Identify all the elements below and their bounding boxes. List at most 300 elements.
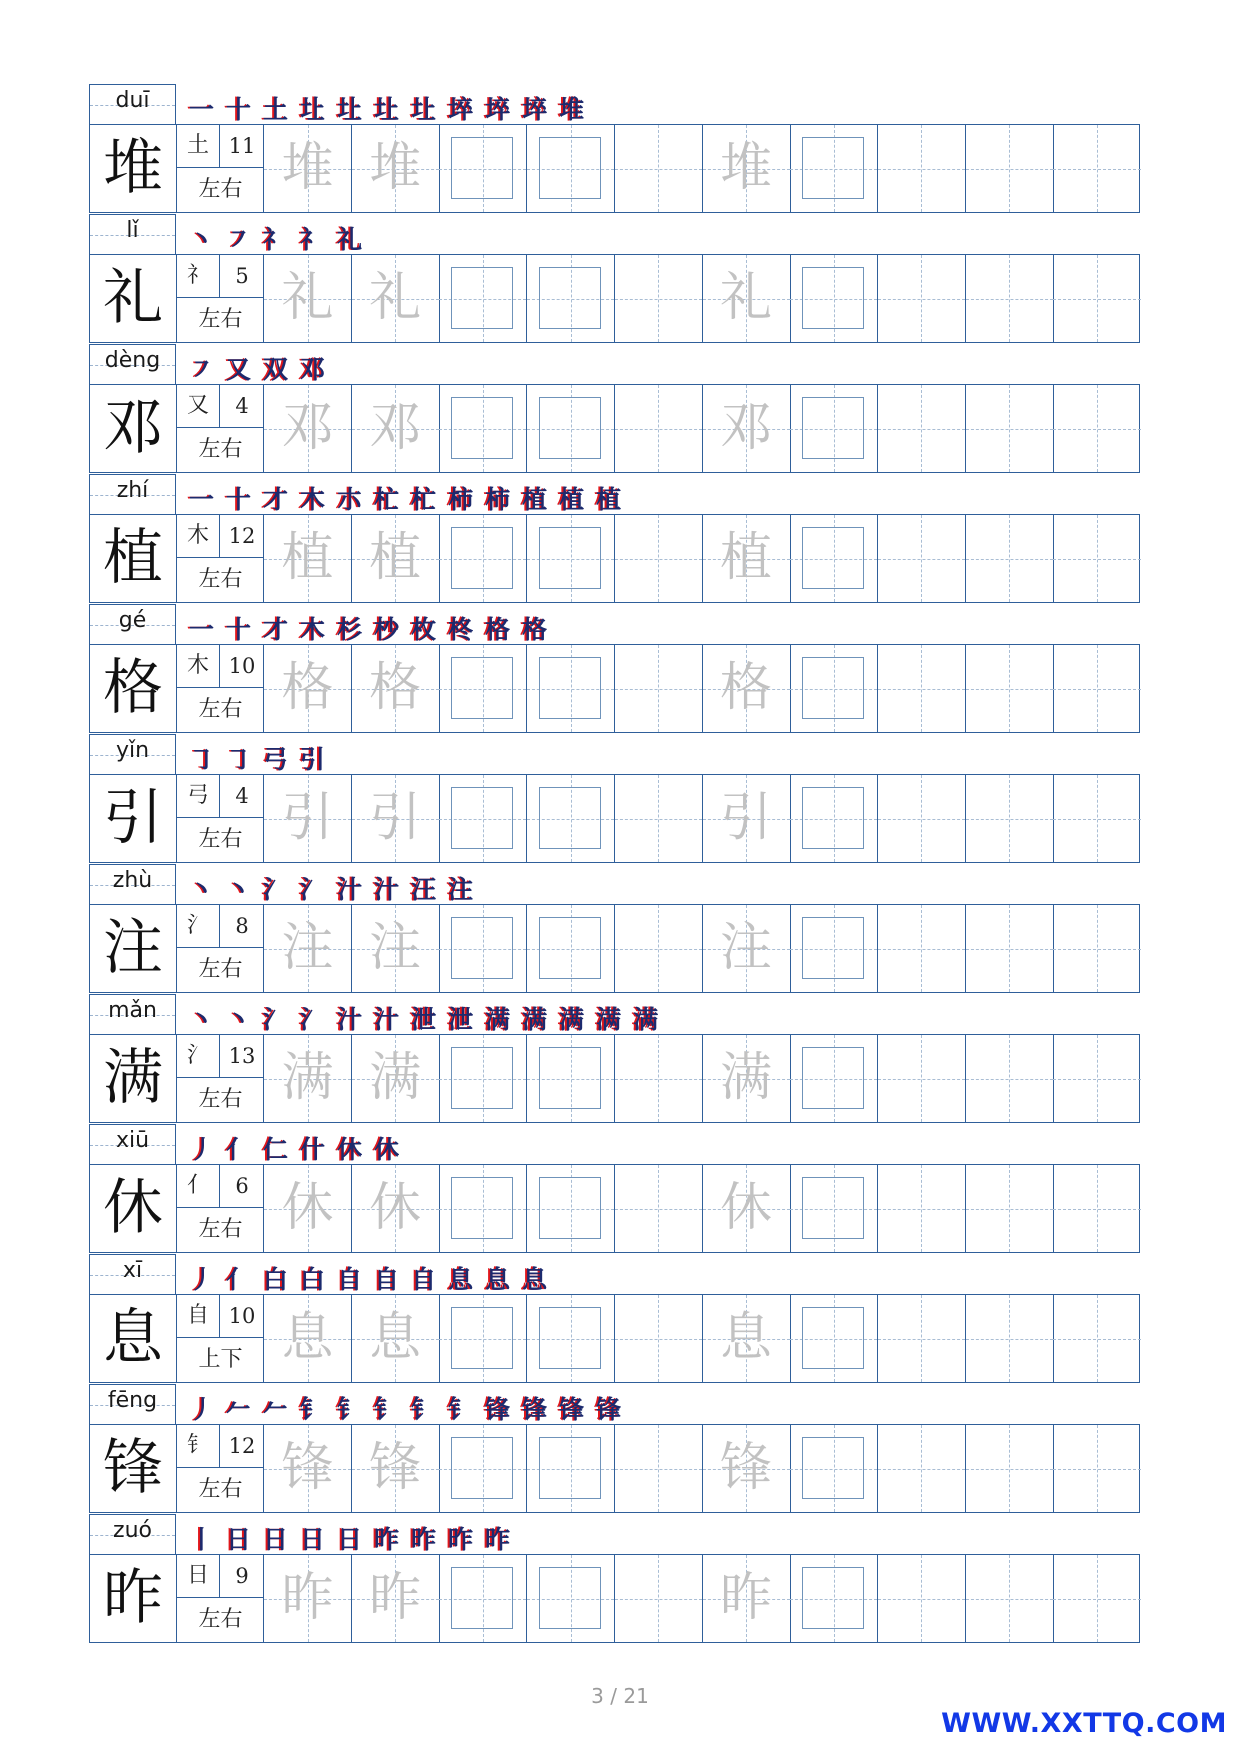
stroke-step: 丶 [226,1005,258,1034]
trace-cell[interactable] [264,385,352,472]
inner-square [802,1047,864,1109]
boxed-practice-cell[interactable] [527,1425,615,1512]
practice-grid [89,384,1140,473]
trace-character: 堆 [281,138,334,198]
practice-cell[interactable] [1053,125,1141,212]
trace-character: 礼 [281,268,334,328]
practice-cell[interactable] [615,125,703,212]
trace-character: 堆 [719,138,772,198]
stroke-order [189,1520,522,1554]
pinyin-box [89,734,176,774]
model-character: 邓 [90,385,177,472]
stroke-step: 十 [226,95,258,124]
practice-cell[interactable] [615,645,703,732]
stroke-step: 才 [263,485,295,514]
radical: 木 [177,515,220,558]
structure-type: 左右 [198,1087,243,1112]
stroke-step: 日 [226,1525,258,1554]
trace-cell[interactable] [703,125,791,212]
stroke-step: 钅 [374,1395,406,1424]
stroke-step: 氵 [300,1005,332,1034]
practice-cell[interactable] [1053,775,1141,862]
trace-cell[interactable] [703,255,791,342]
character-info [177,385,264,472]
trace-character: 邓 [369,398,422,458]
model-character: 格 [90,645,177,732]
structure-type: 左右 [198,307,243,332]
trace-cell[interactable] [264,125,352,212]
stroke-step: 泄 [448,1005,480,1034]
stroke-step: 丶 [189,1005,221,1034]
practice-cell[interactable] [966,1295,1054,1382]
boxed-practice-cell[interactable] [439,1555,527,1642]
stroke-step: 亻 [226,1265,258,1294]
practice-cell[interactable] [1053,385,1141,472]
practice-cell[interactable] [615,255,703,342]
stroke-order [189,1130,411,1164]
stroke-step: 日 [300,1525,332,1554]
practice-cell[interactable] [878,255,966,342]
practice-cell[interactable] [1053,645,1141,732]
stroke-step: 一 [189,485,221,514]
boxed-practice-cell[interactable] [527,1295,615,1382]
radical: 又 [177,385,220,428]
structure-type: 左右 [198,697,243,722]
trace-cell[interactable] [264,255,352,342]
inner-square [539,657,601,719]
stroke-step: 息 [448,1265,480,1294]
practice-cell[interactable] [966,1555,1054,1642]
inner-square [802,1307,864,1369]
practice-cell[interactable] [615,1165,703,1252]
boxed-practice-cell[interactable] [439,1035,527,1122]
trace-cell[interactable] [264,905,352,992]
stroke-order [189,870,485,904]
trace-character: 引 [281,788,334,848]
trace-character: 锋 [281,1438,334,1498]
inner-square [802,1567,864,1629]
practice-cell[interactable] [1053,515,1141,602]
stroke-step: 满 [522,1005,554,1034]
stroke-step: 钅 [448,1395,480,1424]
stroke-step: 一 [189,95,221,124]
boxed-practice-cell[interactable] [527,775,615,862]
stroke-step: 植 [522,485,554,514]
trace-cell[interactable] [264,1295,352,1382]
stroke-step: 钅 [411,1395,443,1424]
stroke-step: 钅 [337,1395,369,1424]
stroke-count: 12 [220,515,264,558]
boxed-practice-cell[interactable] [439,1165,527,1252]
stroke-step: 丨 [189,1525,221,1554]
practice-cell[interactable] [615,1555,703,1642]
character-info [177,905,264,992]
practice-cell[interactable] [615,385,703,472]
trace-character: 植 [281,528,334,588]
inner-square [451,787,513,849]
stroke-count: 11 [220,125,264,168]
boxed-practice-cell[interactable] [790,645,878,732]
trace-character: 休 [281,1178,334,1238]
trace-cell[interactable] [264,1555,352,1642]
trace-cell[interactable] [352,515,440,602]
inner-square [451,657,513,719]
practice-grid [89,1424,1140,1513]
boxed-practice-cell[interactable] [790,1165,878,1252]
stroke-step: ㇇ [189,355,221,384]
practice-cell[interactable] [966,1425,1054,1512]
character-info [177,1555,264,1642]
trace-character: 满 [719,1048,772,1108]
boxed-practice-cell[interactable] [790,1425,878,1512]
stroke-order [189,220,374,254]
pinyin-box [89,1124,176,1164]
boxed-practice-cell[interactable] [790,905,878,992]
boxed-practice-cell[interactable] [527,905,615,992]
stroke-step: 汁 [337,875,369,904]
stroke-step: 休 [337,1135,369,1164]
stroke-step: 柊 [448,615,480,644]
model-character: 满 [90,1035,177,1122]
stroke-step: 𠂉 [263,1395,295,1424]
trace-character: 礼 [369,268,422,328]
practice-cell[interactable] [966,1165,1054,1252]
character-row [89,994,1140,1125]
practice-cell[interactable] [878,1165,966,1252]
practice-grid [89,514,1140,603]
practice-cell[interactable] [615,1425,703,1512]
inner-square [539,1567,601,1629]
stroke-step: 满 [596,1005,628,1034]
trace-cell[interactable] [703,775,791,862]
stroke-step: 满 [633,1005,665,1034]
stroke-step: 锋 [596,1395,628,1424]
stroke-step: 丶 [189,875,221,904]
trace-cell[interactable] [703,1425,791,1512]
practice-cell[interactable] [878,905,966,992]
practice-grid [89,254,1140,343]
stroke-step: 休 [374,1135,406,1164]
pinyin-label: xiū [115,1128,150,1153]
inner-square [451,917,513,979]
trace-character: 昨 [719,1568,772,1628]
stroke-step: ㇇ [226,225,258,254]
trace-character: 植 [719,528,772,588]
stroke-step: 埣 [448,95,480,124]
boxed-practice-cell[interactable] [790,1035,878,1122]
stroke-step: 礻 [263,225,295,254]
boxed-practice-cell[interactable] [439,125,527,212]
trace-cell[interactable] [264,1035,352,1122]
trace-cell[interactable] [352,385,440,472]
pinyin-label: zuó [113,1518,152,1543]
practice-cell[interactable] [615,775,703,862]
practice-cell[interactable] [878,1555,966,1642]
stroke-step: 十 [226,615,258,644]
trace-cell[interactable] [352,1425,440,1512]
structure-type: 左右 [198,957,243,982]
practice-grid [89,124,1140,213]
radical: 氵 [177,1035,220,1078]
boxed-practice-cell[interactable] [527,1035,615,1122]
stroke-step: 锋 [485,1395,517,1424]
stroke-step: 锋 [559,1395,591,1424]
trace-character: 昨 [281,1568,334,1628]
stroke-count: 10 [220,645,264,688]
trace-cell[interactable] [703,1295,791,1382]
trace-cell[interactable] [352,775,440,862]
structure-type: 左右 [198,437,243,462]
site-watermark: WWW.XXTTQ.COM [941,1708,1227,1739]
trace-character: 格 [281,658,334,718]
practice-grid [89,1034,1140,1123]
pinyin-label: lǐ [126,218,139,243]
trace-cell[interactable] [264,1165,352,1252]
trace-cell[interactable] [703,385,791,472]
pinyin-label: zhù [112,868,153,893]
pinyin-label: yǐn [115,738,150,763]
stroke-step: 堆 [559,95,591,124]
trace-character: 邓 [281,398,334,458]
practice-cell[interactable] [1053,1425,1141,1512]
trace-cell[interactable] [352,905,440,992]
boxed-practice-cell[interactable] [439,775,527,862]
trace-character: 礼 [719,268,772,328]
pinyin-label: duī [115,88,150,113]
inner-square [539,1177,601,1239]
boxed-practice-cell[interactable] [790,1555,878,1642]
trace-character: 息 [281,1308,334,1368]
practice-cell[interactable] [878,1295,966,1382]
practice-cell[interactable] [1053,905,1141,992]
practice-cell[interactable] [966,125,1054,212]
stroke-step: 朩 [337,485,369,514]
stroke-step: 圵 [374,95,406,124]
stroke-step: 圵 [411,95,443,124]
stroke-step: 息 [522,1265,554,1294]
model-character: 引 [90,775,177,862]
page-number: 3 / 21 [591,1684,649,1708]
practice-cell[interactable] [1053,255,1141,342]
practice-cell[interactable] [966,645,1054,732]
stroke-order [189,740,337,774]
practice-cell[interactable] [1053,1295,1141,1382]
trace-character: 休 [719,1178,772,1238]
practice-cell[interactable] [1053,1165,1141,1252]
radical: 钅 [177,1425,220,1468]
practice-cell[interactable] [966,775,1054,862]
boxed-practice-cell[interactable] [439,385,527,472]
boxed-practice-cell[interactable] [439,645,527,732]
boxed-practice-cell[interactable] [527,1555,615,1642]
stroke-step: 土 [263,95,295,124]
practice-cell[interactable] [966,1035,1054,1122]
trace-cell[interactable] [703,645,791,732]
trace-cell[interactable] [264,515,352,602]
radical: 土 [177,125,220,168]
character-row [89,214,1140,345]
boxed-practice-cell[interactable] [439,255,527,342]
practice-cell[interactable] [878,775,966,862]
trace-cell[interactable] [352,1555,440,1642]
character-row [89,474,1140,605]
stroke-count: 4 [220,775,264,818]
practice-cell[interactable] [878,385,966,472]
structure-type: 左右 [198,1217,243,1242]
stroke-step: 日 [337,1525,369,1554]
boxed-practice-cell[interactable] [439,1425,527,1512]
pinyin-label: fēng [107,1388,158,1413]
inner-square [451,267,513,329]
trace-character: 引 [719,788,772,848]
character-row [89,864,1140,995]
practice-grid [89,1294,1140,1383]
stroke-step: 汁 [337,1005,369,1034]
stroke-order [189,480,633,514]
model-character: 礼 [90,255,177,342]
trace-cell[interactable] [703,1165,791,1252]
stroke-step: 杉 [337,615,369,644]
stroke-step: 汁 [374,1005,406,1034]
practice-cell[interactable] [878,645,966,732]
trace-character: 锋 [719,1438,772,1498]
structure-type: 上下 [198,1347,243,1372]
structure-type: 左右 [198,177,243,202]
trace-cell[interactable] [703,1035,791,1122]
practice-cell[interactable] [615,1035,703,1122]
stroke-count: 9 [220,1555,264,1598]
boxed-practice-cell[interactable] [527,255,615,342]
trace-cell[interactable] [264,1425,352,1512]
practice-cell[interactable] [878,125,966,212]
trace-cell[interactable] [352,255,440,342]
practice-cell[interactable] [966,255,1054,342]
pinyin-label: zhí [116,478,149,503]
practice-cell[interactable] [878,515,966,602]
boxed-practice-cell[interactable] [790,515,878,602]
boxed-practice-cell[interactable] [790,125,878,212]
pinyin-box [89,1384,176,1424]
practice-cell[interactable] [615,515,703,602]
character-info [177,255,264,342]
inner-square [539,1307,601,1369]
boxed-practice-cell[interactable] [790,1295,878,1382]
boxed-practice-cell[interactable] [527,1165,615,1252]
inner-square [451,137,513,199]
boxed-practice-cell[interactable] [790,775,878,862]
practice-cell[interactable] [966,905,1054,992]
stroke-step: 才 [263,615,295,644]
trace-cell[interactable] [352,1295,440,1382]
boxed-practice-cell[interactable] [527,125,615,212]
boxed-practice-cell[interactable] [439,905,527,992]
inner-square [802,1437,864,1499]
model-character: 昨 [90,1555,177,1642]
character-info [177,775,264,862]
practice-grid [89,1164,1140,1253]
character-row [89,1384,1140,1515]
stroke-step: 圵 [300,95,332,124]
practice-cell[interactable] [615,905,703,992]
stroke-step: 氵 [263,875,295,904]
trace-character: 格 [369,658,422,718]
practice-cell[interactable] [878,1425,966,1512]
trace-cell[interactable] [352,125,440,212]
stroke-step: 昨 [411,1525,443,1554]
trace-cell[interactable] [703,905,791,992]
stroke-step: 自 [411,1265,443,1294]
character-row [89,1514,1140,1645]
inner-square [451,1307,513,1369]
inner-square [451,1437,513,1499]
stroke-step: 植 [596,485,628,514]
boxed-practice-cell[interactable] [439,1295,527,1382]
stroke-step: 圵 [337,95,369,124]
practice-cell[interactable] [615,1295,703,1382]
radical: 日 [177,1555,220,1598]
pinyin-label: dèng [104,348,161,373]
stroke-count: 4 [220,385,264,428]
stroke-step: 丶 [189,225,221,254]
practice-cell[interactable] [1053,1035,1141,1122]
trace-character: 引 [369,788,422,848]
inner-square [451,1047,513,1109]
boxed-practice-cell[interactable] [527,515,615,602]
stroke-step: 昨 [448,1525,480,1554]
boxed-practice-cell[interactable] [790,255,878,342]
trace-cell[interactable] [703,1555,791,1642]
boxed-practice-cell[interactable] [439,515,527,602]
stroke-step: 柿 [485,485,517,514]
boxed-practice-cell[interactable] [527,385,615,472]
stroke-step: 自 [374,1265,406,1294]
trace-cell[interactable] [352,645,440,732]
stroke-step: 满 [485,1005,517,1034]
trace-cell[interactable] [352,1035,440,1122]
inner-square [802,397,864,459]
boxed-practice-cell[interactable] [527,645,615,732]
stroke-step: 丿 [189,1135,221,1164]
stroke-step: 又 [226,355,258,384]
stroke-step: 埣 [522,95,554,124]
trace-cell[interactable] [352,1165,440,1252]
structure-type: 左右 [198,567,243,592]
practice-cell[interactable] [966,385,1054,472]
stroke-count: 13 [220,1035,264,1078]
character-row [89,344,1140,475]
stroke-step: 十 [226,485,258,514]
inner-square [451,1567,513,1629]
structure-type: 左右 [198,1607,243,1632]
practice-cell[interactable] [966,515,1054,602]
model-character: 锋 [90,1425,177,1512]
stroke-step: 木 [300,485,332,514]
stroke-step: ㇆ [226,745,258,774]
trace-cell[interactable] [264,775,352,862]
stroke-step: 日 [263,1525,295,1554]
stroke-step: 埣 [485,95,517,124]
stroke-step: 汪 [411,875,443,904]
stroke-step: 锋 [522,1395,554,1424]
trace-cell[interactable] [703,515,791,602]
trace-character: 堆 [369,138,422,198]
practice-cell[interactable] [1053,1555,1141,1642]
pinyin-box [89,864,176,904]
boxed-practice-cell[interactable] [790,385,878,472]
practice-cell[interactable] [878,1035,966,1122]
trace-character: 休 [369,1178,422,1238]
trace-cell[interactable] [264,645,352,732]
